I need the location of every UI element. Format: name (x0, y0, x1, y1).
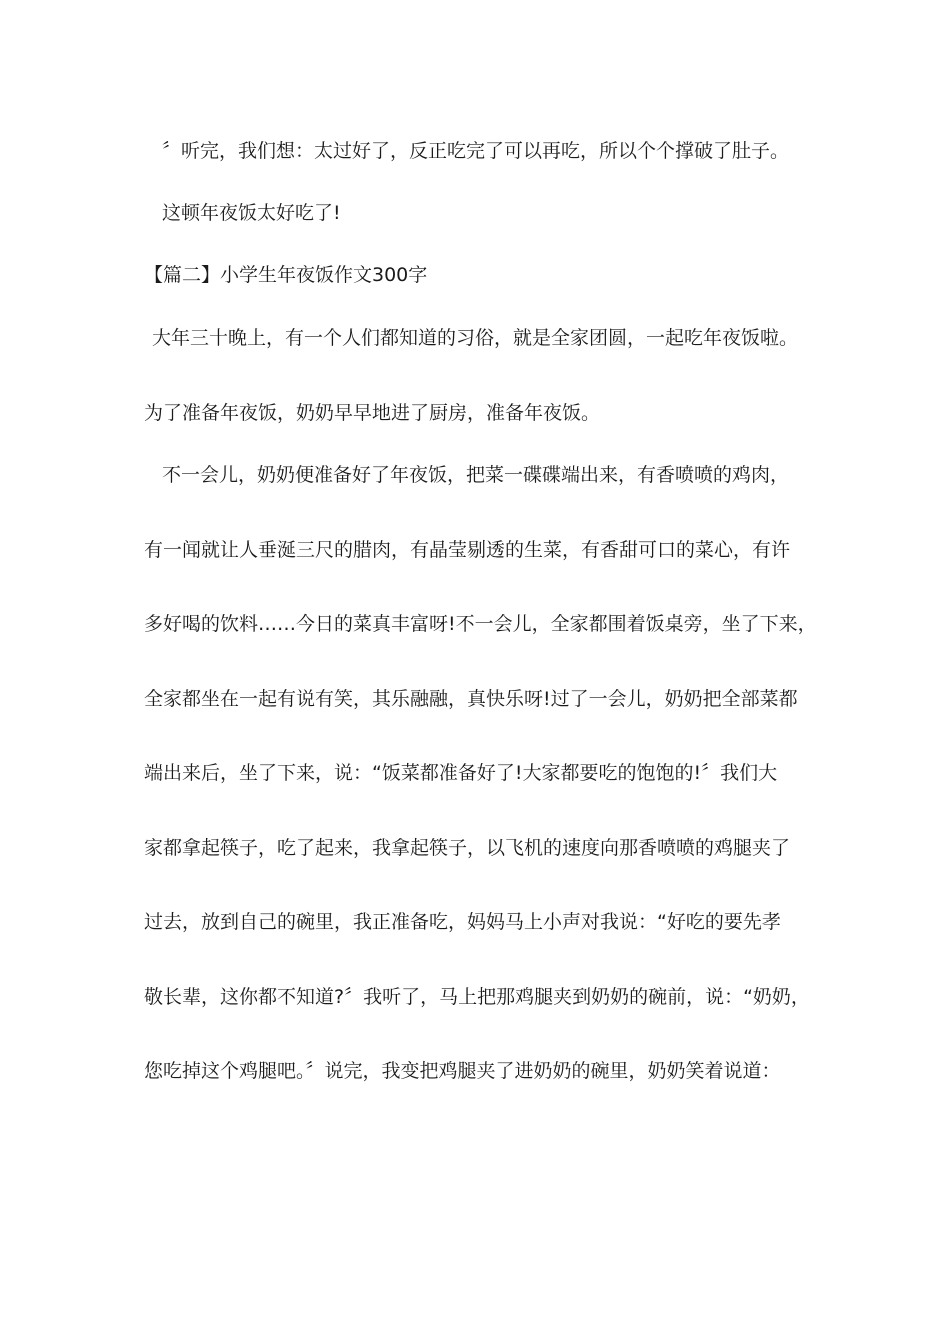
paragraph-line-1: 〞听完，我们想：太过好了，反正吃完了可以再吃，所以个个撑破了肚子。 (162, 140, 790, 162)
essay-line: 端出来后，坐了下来，说：“饭菜都准备好了!大家都要吃的饱饱的!〞我们大 (144, 762, 778, 784)
essay-line: 不一会儿，奶奶便准备好了年夜饭，把菜一碟碟端出来，有香喷喷的鸡肉， (162, 464, 790, 486)
essay-line: 为了准备年夜饭，奶奶早早地进了厨房，准备年夜饭。 (144, 402, 601, 424)
essay-line: 家都拿起筷子，吃了起来，我拿起筷子，以飞机的速度向那香喷喷的鸡腿夹了 (144, 837, 791, 859)
paragraph-line-2: 这顿年夜饭太好吃了! (162, 202, 341, 224)
essay-line: 全家都坐在一起有说有笑，其乐融融，真快乐呀!过了一会儿，奶奶把全部菜都 (144, 688, 798, 710)
essay-line: 大年三十晚上，有一个人们都知道的习俗，就是全家团圆，一起吃年夜饭啦。 (152, 327, 799, 349)
essay-line: 多好喝的饮料……今日的菜真丰富呀!不一会儿，全家都围着饭桌旁，坐了下来， (144, 613, 817, 635)
essay-line: 您吃掉这个鸡腿吧。〞说完，我变把鸡腿夹了进奶奶的碗里，奶奶笑着说道： (144, 1060, 781, 1082)
section-heading: 【篇二】小学生年夜饭作文300字 (144, 264, 428, 286)
essay-line: 有一闻就让人垂涎三尺的腊肉，有晶莹剔透的生菜，有香甜可口的菜心，有许 (144, 539, 791, 561)
essay-line: 过去，放到自己的碗里，我正准备吃，妈妈马上小声对我说：“好吃的要先孝 (144, 911, 781, 933)
essay-line: 敬长辈，这你都不知道?〞我听了，马上把那鸡腿夹到奶奶的碗前，说：“奶奶， (144, 986, 810, 1008)
